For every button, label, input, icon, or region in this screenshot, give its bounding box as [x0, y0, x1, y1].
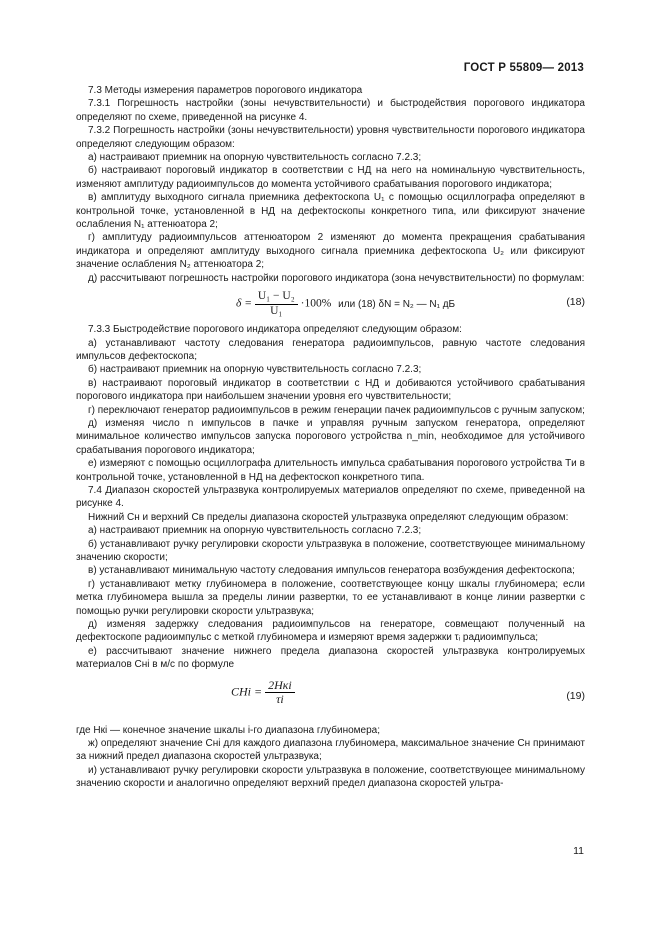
formula-denominator: U₁: [270, 304, 283, 317]
formula-numerator: 2Hкi: [265, 679, 295, 693]
formula-alt: или (18) δN = N₂ — N₁ дБ: [338, 298, 456, 310]
formula-number: (19): [566, 689, 585, 702]
list-item: б) настраивают пороговый индикатор в соответствии с НД на него на номинальную чувствительность, изменяют амплитуду радиоимпульсов до момента устойчивого срабатывания порогового индикатора;: [76, 165, 585, 190]
formula-lhs: δ =: [236, 297, 255, 310]
formula-lhs: CНi =: [231, 684, 266, 699]
list-item: г) устанавливают метку глубиномера в положение, соответствующее концу шкалы глубиномера; если метка глубиномера вышла за пределы линии развертки, то ее устанавливают в конце линии развертки с помощью ручки регулировки скорости ультразвука;: [76, 578, 585, 617]
list-item: б) настраивают приемник на опорную чувствительность согласно 7.2.3;: [88, 364, 422, 376]
list-item: д) рассчитывают погрешность настройки порогового индикатора (зона нечувствительности) по формулам:: [88, 272, 585, 284]
list-item: а) настраивают приемник на опорную чувствительность согласно 7.2.3;: [88, 152, 422, 164]
list-item: в) амплитуду выходного сигнала приемника дефектоскопа U₁ с помощью осциллографа определяют в контрольной точке, установленной в НД на дефектоскопы конкретного типа, или фиксируют значение ослабления N₁ аттенюатора 2;: [76, 192, 585, 231]
paragraph: где Нкi — конечное значение шкалы i-го диапазона глубиномера;: [76, 724, 381, 736]
list-item: и) устанавливают ручку регулировки скорости ультразвука в положение, соответствующее минимальному значению скорости и аналогично определяют верхний предел диапазона скоростей ультра-: [76, 764, 585, 790]
formula-factor: ·100%: [300, 297, 332, 310]
paragraph: 7.4 Диапазон скоростей ультразвука контролируемых материалов определяют по схеме, приведенной на рисунке 4.: [76, 484, 585, 510]
paragraph: 7.3.3 Быстродействие порогового индикатора определяют следующим образом:: [88, 324, 462, 336]
paragraph: 7.3.1 Погрешность настройки (зоны нечувствительности) и быстродействия порогового индикатора определяют по схеме, приведенной на рисунке 4.: [76, 98, 585, 123]
page-number: 11: [573, 845, 584, 857]
formula-numerator: U₁ − U₂: [255, 290, 298, 304]
list-item: а) настраивают приемник на опорную чувствительность согласно 7.2.3;: [88, 525, 422, 537]
section-heading: 7.3 Методы измерения параметров порогового индикатора: [88, 85, 363, 96]
list-item: е) рассчитывают значение нижнего предела диапазона скоростей ультразвука контролируемых материалов Снi в м/с по формуле: [76, 645, 585, 671]
formula-fraction: [255, 290, 298, 318]
list-item: в) настраивают пороговый индикатор в соответствии с НД и добиваются устойчивого срабатывания порогового индикатора при наибольшем значении уровня его чувствительности;: [76, 377, 585, 403]
list-item: ж) определяют значение Снi для каждого диапазона глубиномера, максимальное значение Сн принимают за нижний предел диапазона скоростей ультразвука;: [76, 738, 585, 763]
page-body: [76, 84, 585, 791]
paragraph: Нижний Сн и верхний Св пределы диапазона скоростей ультразвука определяют следующим образом:: [88, 511, 569, 523]
list-item: в) устанавливают минимальную частоту следования импульсов генератора возбуждения дефектоскопа;: [88, 565, 575, 577]
list-item: г) амплитуду радиоимпульсов аттенюатором 2 изменяют до момента прекращения срабатывания индикатора и определяют амплитуду выходного сигнала приемника дефектоскопа U₂ или фиксируют значение ослабления N₂ аттенюатора 2;: [76, 232, 585, 271]
list-item: а) устанавливают частоту следования генератора радиоимпульсов, равную частоте следования импульсов дефектоскопа;: [76, 337, 585, 362]
list-item: д) изменяя число n импульсов в пачке и управляя ручным запуском генератора, определяют минимальное количество импульсов запуска порогового устройства n_min, необходимое для устойчивого срабатывания порогового индикатора;: [76, 417, 585, 456]
list-item: б) устанавливают ручку регулировки скорости ультразвука в положение, соответствующее минимальному значению скорости;: [76, 538, 585, 563]
list-item: г) переключают генератор радиоимпульсов в режим генерации пачек радиоимпульсов с ручным запуском;: [88, 404, 585, 416]
document-code: ГОСТ Р 55809— 2013: [463, 62, 584, 74]
list-item: д) изменяя задержку следования радиоимпульсов на генераторе, совмещают полученный на дефектоскопе радиоимпульс с меткой глубиномера и измеряют время задержки τᵢ радиоимпульса;: [76, 619, 585, 644]
formula-number: (18): [566, 296, 585, 309]
formula-fraction: [265, 679, 295, 707]
formula-denominator: τi: [276, 692, 284, 707]
formula-18: [76, 286, 585, 320]
paragraph: 7.3.2 Погрешность настройки (зоны нечувствительности) уровня чувствительности порогового индикатора определяют следующим образом:: [76, 125, 585, 150]
list-item: е) измеряют с помощью осциллографа длительность импульса срабатывания порогового устройства Tи в контрольной точке, установленной в НД на дефектоскоп конкретного типа.: [76, 458, 585, 483]
formula-19: [76, 674, 585, 718]
